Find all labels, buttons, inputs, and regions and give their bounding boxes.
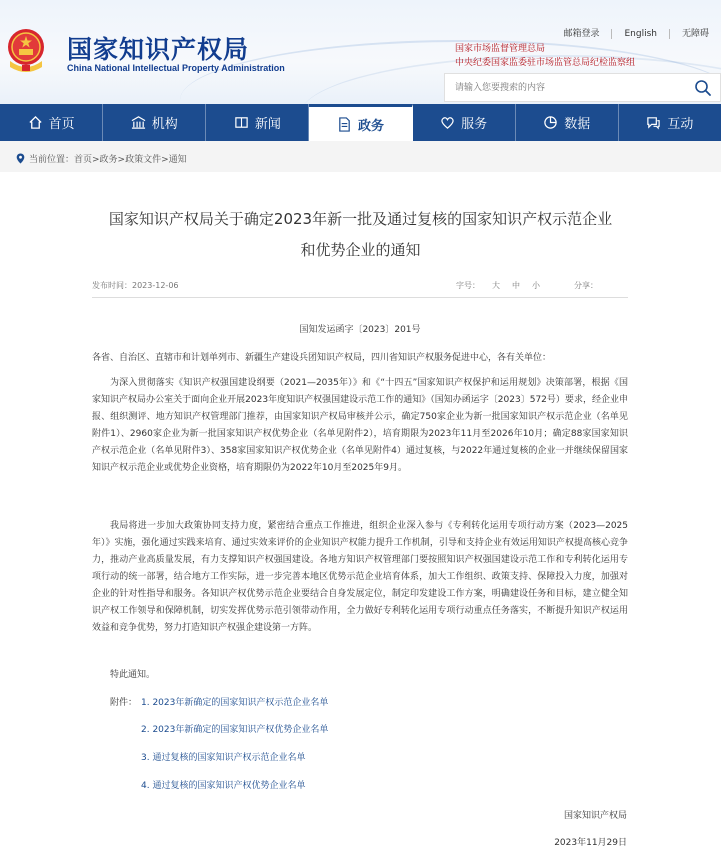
attachment-link-3[interactable]: 3. 通过复核的国家知识产权示范企业名单 — [141, 753, 306, 763]
nav-item-government[interactable] — [309, 104, 412, 141]
site-logo-text[interactable]: 国家知识产权局 — [67, 35, 250, 64]
article-tools — [456, 280, 598, 291]
article-title-line-1: 国家知识产权局关于确定2023年新一批及通过复核的国家知识产权示范企业 — [108, 210, 613, 228]
nav-item-data[interactable] — [516, 104, 619, 141]
attachment-link-4[interactable]: 4. 通过复核的国家知识产权优势企业名单 — [141, 781, 306, 791]
nav-item-home[interactable] — [0, 104, 103, 141]
nav-item-news[interactable] — [206, 104, 309, 141]
attachments-label: 附件： — [110, 698, 138, 708]
body-paragraph-1: 为深入贯彻落实《知识产权强国建设纲要（2021—2035年）》和《“十四五”国家知识产权保护和运用规划》决策部署，根据《国家知识产权局办公室关于面向企业开展2023年度知识产权强国建设示范工作的通知》（国知办函运字〔2023〕572号）要求，经企业申报、组织测评、地方知识产权管理部门推荐，由国家知识产权局审核并公示，确定750家企业为新一批国家知识产权示范企业（名单见附件1）、2960家企业为新一批国家知识产权优势企业（名单见附件2），培育期限为2023年11月至2026年10月；确定88家国家知识产权示范企业（名单见附件3）、358家国家知识产权优势企业（名单见附件4）通过复核，与2022年通过复核的企业一并继续保留国家知识产权示范企业或优势企业资格，培育期限仍为2022年10月至2025年9月。 — [92, 378, 628, 473]
font-size-medium-button[interactable]: 中 — [512, 281, 520, 290]
chat-icon — [646, 115, 661, 130]
publish-date: 2023-12-06 — [132, 281, 179, 290]
breadcrumb-text[interactable]: 当前位置：首页>政务>政策文件>通知 — [29, 155, 187, 165]
nav-label: 机构 — [151, 117, 178, 132]
article-title — [50, 204, 671, 266]
publish-meta — [92, 280, 179, 291]
share-label: 分享： — [574, 281, 598, 290]
signature: 国家知识产权局 — [563, 811, 627, 821]
service-icon — [440, 115, 455, 130]
document-icon — [337, 117, 352, 132]
nav-label: 互动 — [667, 117, 694, 132]
article-panel — [0, 172, 721, 868]
english-link[interactable]: English — [611, 29, 669, 39]
search-icon[interactable] — [694, 79, 712, 97]
document-number: 国知发运函字〔2023〕201号 — [299, 325, 421, 335]
font-size-label: 字号： — [456, 281, 480, 290]
font-size-small-button[interactable]: 小 — [532, 281, 540, 290]
main-nav — [0, 104, 721, 141]
home-icon — [28, 115, 43, 130]
closing-remark: 特此通知。 — [110, 670, 156, 680]
nav-item-interaction[interactable] — [619, 104, 721, 141]
supervision-line-2[interactable]: 中央纪委国家监委驻市场监管总局纪检监察组 — [455, 58, 636, 68]
sign-date: 2023年11月29日 — [554, 838, 627, 848]
nav-label: 首页 — [48, 117, 75, 132]
font-size-large-button[interactable]: 大 — [492, 281, 500, 290]
search-input[interactable] — [455, 80, 685, 96]
location-pin-icon — [16, 153, 25, 164]
mail-login-link[interactable]: 邮箱登录 — [563, 29, 600, 39]
nav-label: 新闻 — [254, 117, 281, 132]
nav-label: 数据 — [564, 117, 591, 132]
attachment-link-1[interactable]: 1. 2023年新确定的国家知识产权示范企业名单 — [141, 698, 329, 708]
top-links — [551, 29, 721, 39]
article-title-line-2: 和优势企业的通知 — [300, 241, 421, 259]
nav-label: 服务 — [461, 117, 488, 132]
accessibility-link[interactable]: 无障碍 — [669, 29, 721, 39]
site-logo-english: China National Intellectual Property Administration — [67, 63, 285, 73]
supervision-notice — [455, 42, 635, 70]
national-emblem-icon — [6, 27, 46, 73]
nav-item-service[interactable] — [413, 104, 516, 141]
chart-icon — [543, 115, 558, 130]
news-icon — [234, 115, 249, 130]
search-box — [444, 73, 721, 102]
building-icon — [131, 115, 146, 130]
body-paragraph-2: 我局将进一步加大政策协同支持力度，紧密结合重点工作推进，组织企业深入参与《专利转化运用专项行动方案（2023—2025年）》实施，强化通过实践来培育、通过实效来评价的企业知识产权能力提升工作机制，引导和支持企业有效运用知识产权提高核心竞争力，推动产业高质量发展，有力支撑知识产权强国建设。各地方知识产权管理部门要按照知识产权强国建设示范工作和专利转化运用专项行动的统一部署，结合地方工作实际，进一步完善本地区优势示范企业培育体系，加大工作组织、政策支持、保障投入力度，加强对企业的针对性指导和服务。各知识产权优势示范企业要结合自身发展定位，制定印发建设工作方案，明确建设任务和目标，建立健全知识产权工作领导和保障机制，切实发挥优势示范引领带动作用，全力做好专利转化运用专项行动重点任务落实，不断提升知识产权运用效益和竞争优势，努力打造知识产权强企建设第一方阵。 — [92, 521, 628, 633]
nav-label: 政务 — [357, 118, 384, 134]
attachment-link-2[interactable]: 2. 2023年新确定的国家知识产权优势企业名单 — [141, 725, 329, 735]
title-divider — [92, 297, 628, 298]
nav-item-organization[interactable] — [103, 104, 206, 141]
site-header — [0, 0, 721, 104]
addressee: 各省、自治区、直辖市和计划单列市、新疆生产建设兵团知识产权局，四川省知识产权服务促进中心，各有关单位： — [92, 353, 552, 363]
publish-label: 发布时间： — [92, 281, 132, 290]
breadcrumb — [16, 152, 187, 165]
supervision-line-1[interactable]: 国家市场监督管理总局 — [455, 44, 546, 54]
